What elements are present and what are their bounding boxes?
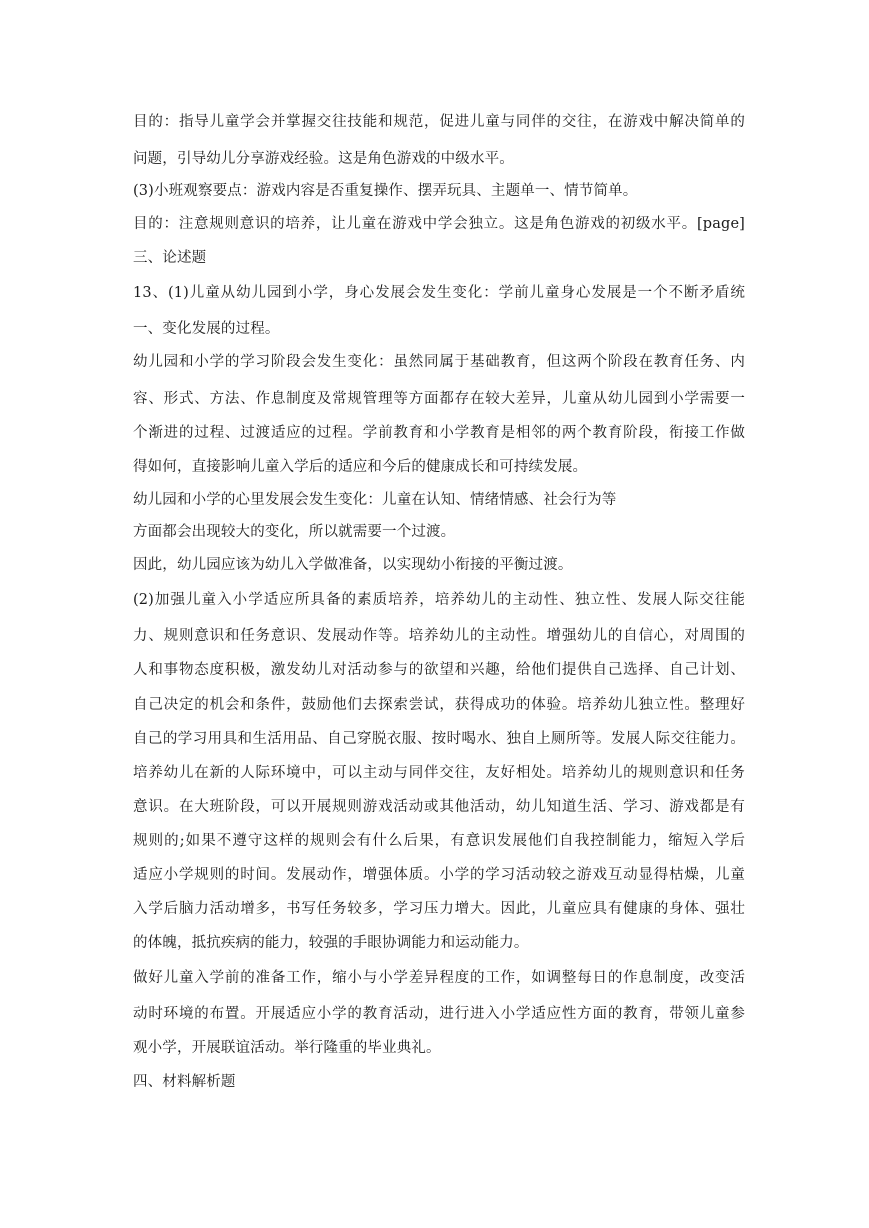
text-line: 自己决定的机会和条件，鼓励他们去探索尝试，获得成功的体验。培养幼儿独立性。整理好 bbox=[133, 697, 745, 713]
text-line: 观小学，开展联谊活动。举行隆重的毕业典礼。 bbox=[133, 1040, 441, 1056]
text-line: 意识。在大班阶段，可以开展规则游戏活动或其他活动，幼儿知道生活、学习、游戏都是有 bbox=[133, 799, 745, 815]
text-line: 13、(1)儿童从幼儿园到小学，身心发展会发生变化：学前儿童身心发展是一个不断矛盾统 bbox=[133, 285, 745, 301]
text-line: 力、规则意识和任务意识、发展动作等。培养幼儿的主动性。增强幼儿的自信心，对周围的 bbox=[133, 628, 745, 644]
text-line: 做好儿童入学前的准备工作，缩小与小学差异程度的工作，如调整每日的作息制度，改变活 bbox=[133, 970, 745, 986]
text-line: (2)加强儿童入小学适应所具备的素质培养，培养幼儿的主动性、独立性、发展人际交往能 bbox=[133, 592, 745, 608]
text-line: 动时环境的布置。开展适应小学的教育活动，进行进入小学适应性方面的教育，带领儿童参 bbox=[133, 1006, 745, 1022]
text-line: 入学后脑力活动增多，书写任务较多，学习压力增大。因此，儿童应具有健康的身体、强壮 bbox=[133, 901, 745, 917]
text-line: 一、变化发展的过程。 bbox=[133, 321, 280, 337]
text-line: 个渐进的过程、过渡适应的过程。学前教育和小学教育是相邻的两个教育阶段，衔接工作做 bbox=[133, 425, 745, 441]
text-line: (3)小班观察要点：游戏内容是否重复操作、摆弄玩具、主题单一、情节简单。 bbox=[133, 183, 638, 199]
text-line: 幼儿园和小学的学习阶段会发生变化：虽然同属于基础教育，但这两个阶段在教育任务、内 bbox=[133, 354, 745, 370]
text-line: 适应小学规则的时间。发展动作，增强体质。小学的学习活动较之游戏互动显得枯燥，儿童 bbox=[133, 867, 745, 883]
text-line: 培养幼儿在新的人际环境中，可以主动与同伴交往，友好相处。培养幼儿的规则意识和任务 bbox=[133, 765, 745, 781]
section-heading: 三、论述题 bbox=[133, 250, 207, 266]
text-line: 容、形式、方法、作息制度及常规管理等方面都存在较大差异，儿童从幼儿园到小学需要一 bbox=[133, 391, 745, 407]
text-line: 问题，引导幼儿分享游戏经验。这是角色游戏的中级水平。 bbox=[133, 151, 514, 167]
text-line: 人和事物态度积极，激发幼儿对活动参与的欲望和兴趣，给他们提供自己选择、自己计划、 bbox=[133, 662, 745, 678]
text-line: 目的：注意规则意识的培养，让儿童在游戏中学会独立。这是角色游戏的初级水平。[page] bbox=[133, 216, 745, 232]
section-heading: 四、材料解析题 bbox=[133, 1074, 236, 1090]
text-line: 得如何，直接影响儿童入学后的适应和今后的健康成长和可持续发展。 bbox=[133, 459, 588, 475]
text-line: 因此，幼儿园应该为幼儿入学做准备，以实现幼小衔接的平衡过渡。 bbox=[133, 557, 573, 573]
text-line: 自己的学习用具和生活用品、自己穿脱衣服、按时喝水、独自上厕所等。发展人际交往能力。 bbox=[133, 731, 745, 747]
text-line: 的体魄，抵抗疾病的能力，较强的手眼协调能力和运动能力。 bbox=[133, 935, 529, 951]
text-line: 幼儿园和小学的心里发展会发生变化：儿童在认知、情绪情感、社会行为等 bbox=[133, 492, 617, 508]
text-line: 目的：指导儿童学会并掌握交往技能和规范，促进儿童与同伴的交往，在游戏中解决简单的 bbox=[133, 114, 745, 130]
text-line: 规则的;如果不遵守这样的规则会有什么后果，有意识发展他们自我控制能力，缩短入学后 bbox=[133, 833, 745, 849]
text-line: 方面都会出现较大的变化，所以就需要一个过渡。 bbox=[133, 524, 456, 540]
